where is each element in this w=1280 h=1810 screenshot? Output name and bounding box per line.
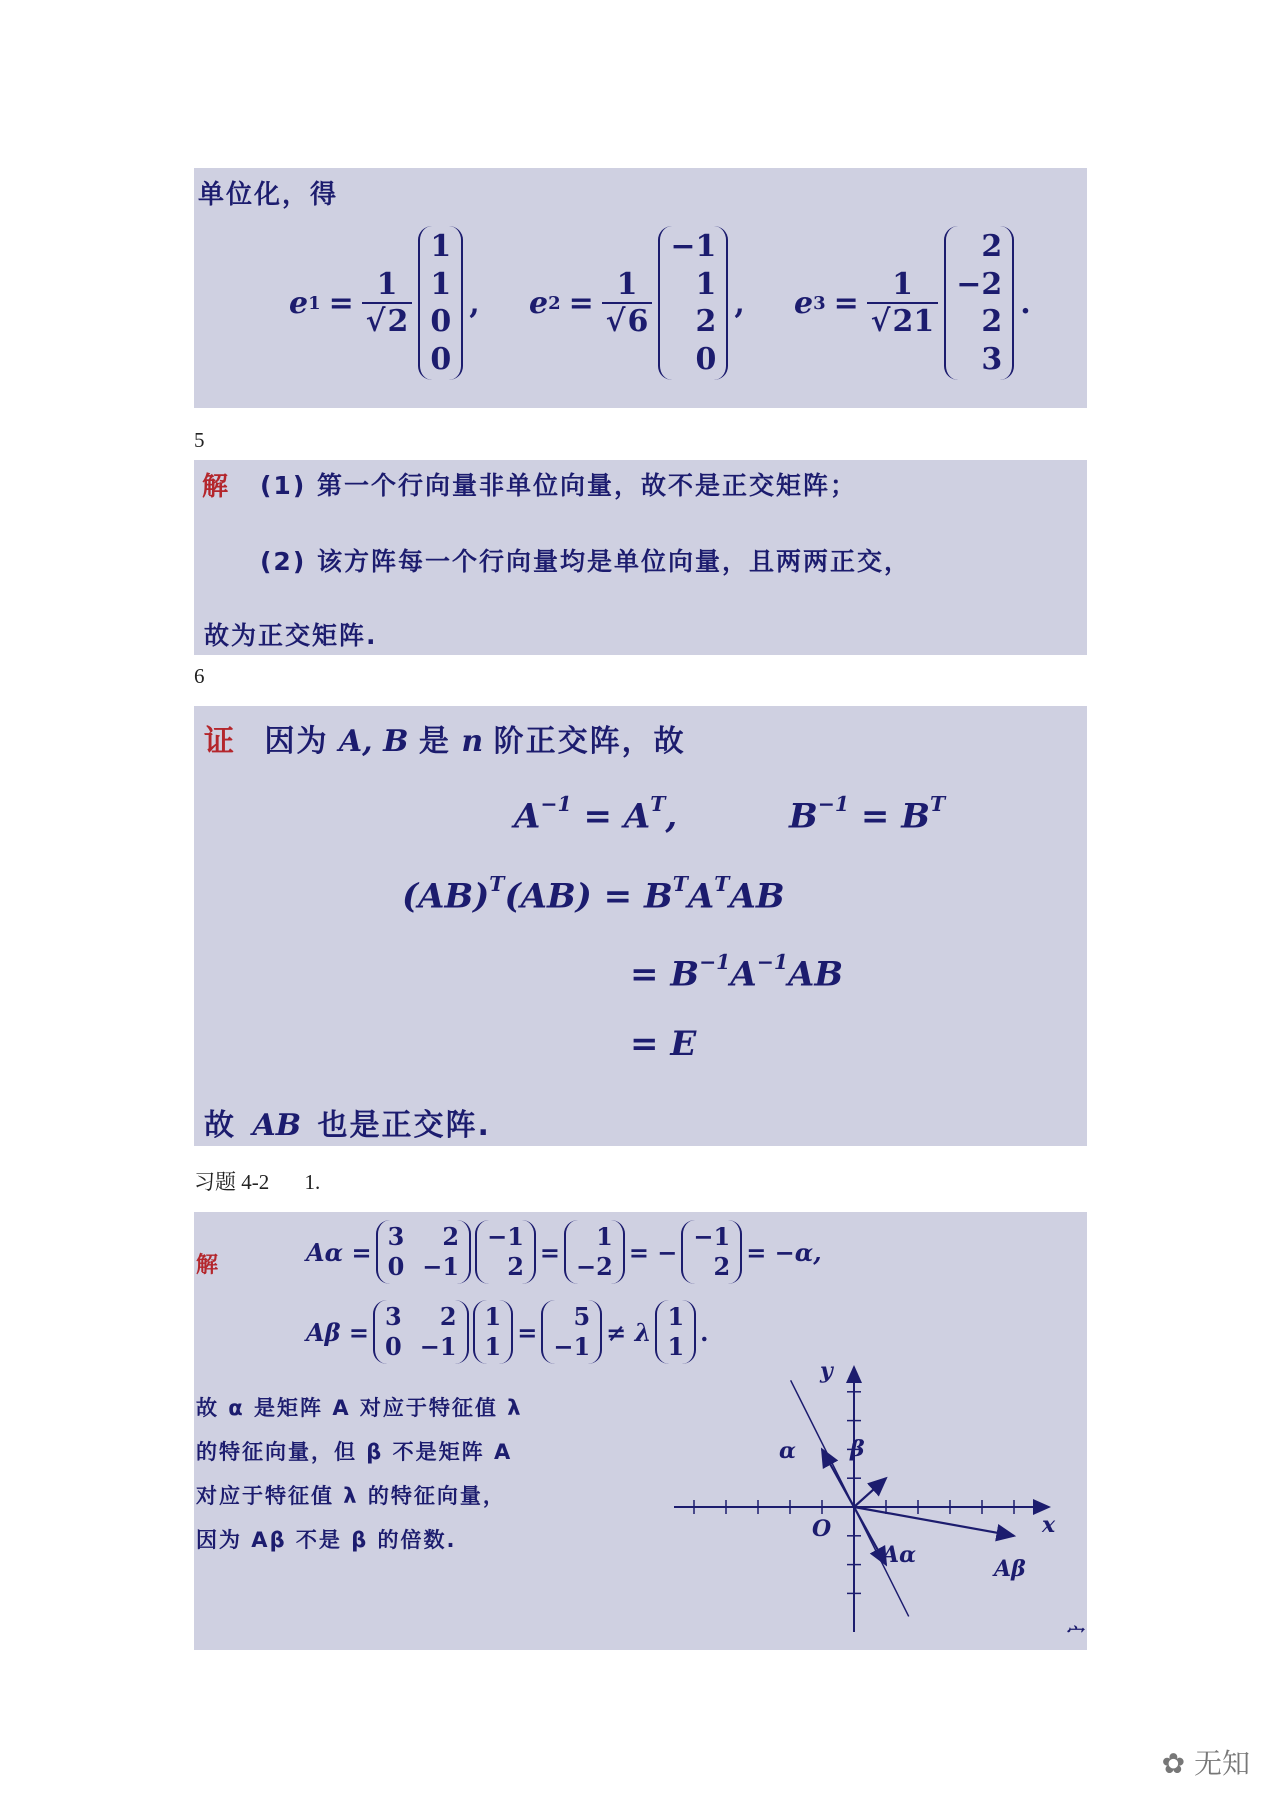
e1-column: 1 1 0 0 [418, 226, 463, 380]
y-axis-label: y [820, 1362, 833, 1384]
equation-2: $B^{-1} = B^T$ [789, 792, 946, 837]
equation-3: $(AB)^T(AB) = B^TA^TAB$ [402, 872, 785, 917]
corner-glyph: 宀 [1067, 1624, 1087, 1645]
panel-normalization [194, 168, 1087, 408]
e3-column: 2 −2 2 3 [944, 226, 1014, 380]
row-beta: Aβ = 3 2 0 −1 1 1 = 5 −1 ≠ λ 1 1 . [306, 1300, 709, 1364]
label-6: 6 [194, 664, 205, 688]
vector-e2: e 2 = $\frac{1}{√6}$ −1 1 2 0 , [529, 218, 745, 388]
solution-line-1: (1) 第一个行向量非单位向量，故不是正交矩阵； [260, 471, 857, 500]
alpha-label: α [779, 1438, 796, 1464]
vector-Aβ [854, 1507, 1014, 1536]
equation-1: $A^{-1} = A^T$, [514, 792, 678, 837]
a-alpha-label: Aα [882, 1542, 916, 1568]
x-axis-label: x [1042, 1512, 1056, 1538]
solution-line-2: (2) 该方阵每一个行向量均是单位向量，且两两正交， [260, 547, 911, 576]
jie-label: 解 [202, 472, 231, 502]
explanation-1: 故 α 是矩阵 A 对应于特征值 λ [196, 1396, 523, 1420]
explanation-4: 因为 Aβ 不是 β 的倍数. [196, 1528, 457, 1552]
e2-column: −1 1 2 0 [658, 226, 728, 380]
graph-vectors [791, 1380, 1014, 1616]
label-5: 5 [194, 428, 205, 452]
beta-label: β [850, 1436, 865, 1462]
a-beta-label: Aβ [994, 1556, 1026, 1582]
solution-line-3: 故为正交矩阵. [204, 621, 378, 650]
wechat-icon: ✿ [1161, 1747, 1186, 1780]
panel-exercise-1 [194, 1212, 1087, 1650]
proof-conclusion: 故 AB 也是正交阵. [204, 1108, 491, 1143]
proof-header: 证 因为 A, B 是 n 阶正交阵，故 [204, 724, 686, 759]
explanation-2: 的特征向量，但 β 不是矩阵 A [196, 1440, 513, 1464]
vector-e1: e 1 = $\frac{1}{√2}$ 1 1 0 0 , [289, 218, 480, 388]
vector-β [854, 1478, 886, 1507]
eigenvector-graph [674, 1362, 1074, 1642]
row-alpha: Aα = 3 2 0 −1 −1 2 = 1 −2 = − −1 2 = −α, [306, 1220, 822, 1284]
panel-proof-6 [194, 706, 1087, 1146]
panel-solution-5 [194, 460, 1087, 655]
watermark: ✿ 无知 [1161, 1747, 1250, 1780]
jie-label-2: 解 [196, 1253, 221, 1278]
intro-text: 单位化，得 [198, 180, 339, 210]
explanation-3: 对应于特征值 λ 的特征向量， [196, 1484, 506, 1508]
origin-label: O [812, 1516, 832, 1542]
equation-5: = E [630, 1024, 697, 1064]
vector-e3: e 3 = $\frac{1}{√21}$ 2 −2 2 3 . [794, 218, 1031, 388]
equation-4: = $B^{-1}A^{-1}AB$ [630, 950, 844, 995]
label-exercise: 习题 4-2 1. [194, 1170, 321, 1194]
